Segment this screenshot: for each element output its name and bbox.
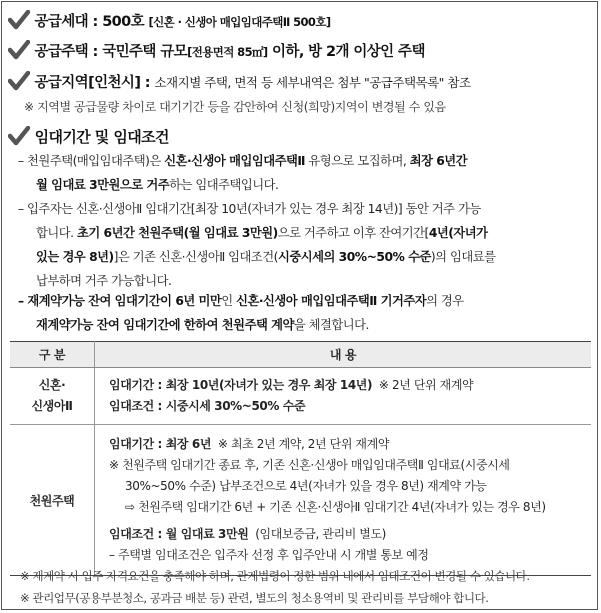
row1-label-line2: 신생아Ⅱ xyxy=(31,399,73,413)
supply-region-text: 소재지별 주택, 면적 등 세부내역은 첨부 "공급주택목록" 참조 xyxy=(154,75,471,90)
table-row-content xyxy=(95,368,592,425)
p3-text: 을 체결합니다. xyxy=(293,318,369,332)
row1-condition: 임대조건 : 시중시세 30%~50% 수준 xyxy=(109,399,306,413)
p1-emph: 최장 6년간 xyxy=(409,154,468,168)
p1-emph: 월 임대료 3만원으로 거주 xyxy=(36,178,170,192)
p1-text: – 천원주택(매입임대주택)은 xyxy=(18,154,161,168)
p2-emph: 있는 경우 8년) xyxy=(36,250,114,264)
check-icon xyxy=(8,10,30,30)
supply-housing-detail: [전용면적 85㎡] xyxy=(187,45,268,59)
table-row xyxy=(10,425,591,576)
p2-emph: 시중시세의 30%~50% 수준 xyxy=(277,250,431,264)
supply-housing-value: 국민주택 규모 xyxy=(102,44,188,60)
lease-paragraph-2 xyxy=(18,197,495,293)
lease-paragraph-1 xyxy=(18,149,467,197)
p3-text: 인 xyxy=(221,294,233,308)
p2-text: ]은 기존 신혼·신생아Ⅱ 임대조건( xyxy=(113,250,278,264)
check-icon xyxy=(8,126,30,146)
p1-text: 유형으로 모집하며, xyxy=(308,154,407,168)
supply-region-row xyxy=(8,71,471,92)
p2-text: – 입주자는 신혼·신생아Ⅱ 임대기간[최장 10년(자녀가 있는 경우 최장 14년)] 동안 거주 가능 xyxy=(18,202,481,216)
row2-note-line1: ※ 천원주택 임대기간 종료 후, 기존 신혼·신생아 매입임대주택Ⅱ 임대료(시중시세 xyxy=(109,458,510,472)
row2-period: 임대기간 : 최장 6년 xyxy=(109,437,212,451)
lease-paragraph-3 xyxy=(18,289,464,337)
row2-note-line2: 30%~50% 수준) 납부조건으로 4년(자녀가 있을 경우 8년) 재계약 가능 xyxy=(125,479,487,493)
row1-period-note: ※ 2년 단위 재계약 xyxy=(378,378,474,392)
p1-emph: 신혼·신생아 매입임대주택Ⅱ xyxy=(164,154,305,168)
p2-emph: 4년(자녀가 xyxy=(428,226,488,240)
check-icon xyxy=(8,40,30,60)
row1-period: 임대기간 : 최장 10년(자녀가 있는 경우 최장 14년) xyxy=(109,378,373,392)
table-header-row xyxy=(10,342,591,368)
check-icon xyxy=(8,71,30,91)
supply-housing-label: 공급주택 : xyxy=(34,44,98,60)
p3-emph: 재계약가능 잔여 임대기간에 한하여 천원주택 계약 xyxy=(36,318,294,332)
table-header-content: 내 용 xyxy=(95,342,592,368)
supply-region-label: 공급지역[인천시] : xyxy=(34,75,151,91)
p2-text: 으로 거주하고 이후 잔여기간[ xyxy=(277,226,429,240)
supply-housing-rest: 이하, 방 2개 이상인 주택 xyxy=(272,44,425,60)
p3-text: 의 경우 xyxy=(426,294,464,308)
row2-arrow-note: ⇨ 천원주택 임대기간 6년 + 기존 신혼·신생아Ⅱ 임대기간 4년(자녀가 있는 경우 8년) xyxy=(125,500,546,514)
footnote-2: ※ 관리업무(공용부분청소, 공과금 배분 등) 관련, 별도의 청소용역비 및 관리비를 부담해야 합니다. xyxy=(20,591,489,605)
row1-label-line1: 신혼· xyxy=(38,378,66,392)
row2-condition-detail: – 주택별 임대조건은 입주자 선정 후 입주안내 시 개별 통보 예정 xyxy=(109,548,429,562)
lease-conditions-table xyxy=(10,341,591,576)
table-row xyxy=(10,368,591,425)
table-row-content xyxy=(95,425,592,576)
p2-text: )의 임대료를 xyxy=(430,250,496,264)
p2-emph: 초기 6년간 천원주택(월 임대료 3만원) xyxy=(76,226,278,240)
supply-region-note: ※ 지역별 공급물량 차이로 대기기간 등을 감안하여 신청(희망)지역이 변경될 수 있음 xyxy=(24,100,446,114)
table-header-category: 구 분 xyxy=(10,342,95,368)
supply-households-detail: [신혼 · 신생아 매입임대주택Ⅱ 500호] xyxy=(148,15,331,29)
supply-households-row xyxy=(8,10,331,31)
p2-text: 합니다. xyxy=(36,226,74,240)
row2-period-note: ※ 최초 2년 계약, 2년 단위 재계약 xyxy=(217,437,390,451)
row2-condition-note: (임대보증금, 관리비 별도) xyxy=(255,527,386,541)
lease-section-title-row xyxy=(8,126,169,147)
table-row-label: 천원주택 xyxy=(10,425,95,576)
p3-emph: – 재계약가능 잔여 임대기간이 6년 미만 xyxy=(18,294,222,308)
footnote-1: ※ 재계약 시 입주 자격요건을 충족해야 하며, 관계법령이 정한 범위 내에서 임대조건이 변경될 수 있습니다. xyxy=(20,569,530,583)
p1-text: 하는 임대주택입니다. xyxy=(169,178,279,192)
p2-text: 납부하며 거주 가능합니다. xyxy=(36,274,172,288)
lease-section-title: 임대기간 및 임대조건 xyxy=(34,128,169,146)
p3-emph: 신혼·신생아 매입임대주택Ⅱ 기거주자 xyxy=(236,294,427,308)
supply-households-value: 500호 xyxy=(102,14,145,30)
table-row-label xyxy=(10,368,95,425)
supply-housing-row xyxy=(8,40,425,61)
notice-page xyxy=(1,1,598,610)
row2-condition: 임대조건 : 월 임대료 3만원 xyxy=(109,527,249,541)
supply-households-label: 공급세대 : xyxy=(34,14,98,30)
